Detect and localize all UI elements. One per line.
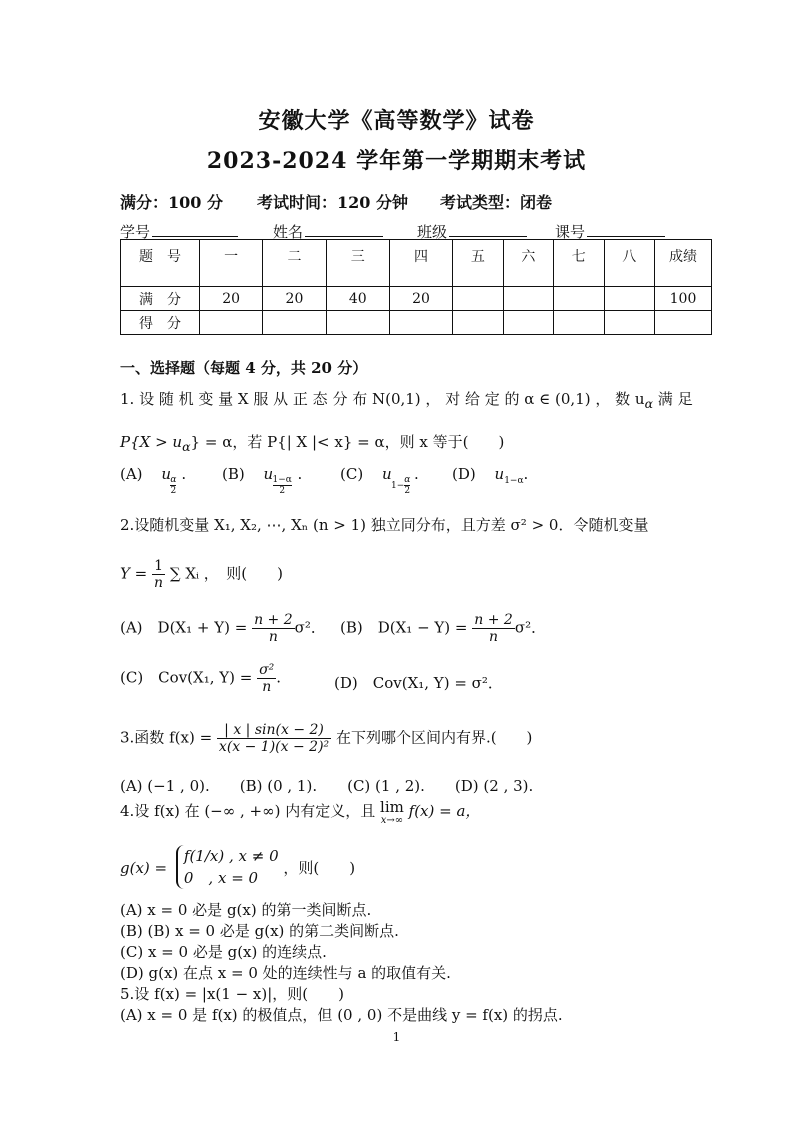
q1-b-dot: . — [297, 465, 303, 483]
q4-line1-end: f(x) = a， — [408, 802, 481, 820]
student-class-blank[interactable] — [449, 222, 527, 237]
q1-c-sub — [391, 475, 410, 496]
q2-b-sigma: σ²． — [514, 618, 547, 637]
q1-option-a[interactable] — [120, 465, 191, 496]
full-score: 满分：100 分 — [120, 193, 223, 212]
q1-c-u: u — [381, 465, 392, 483]
score-table — [120, 239, 712, 335]
q4-lim-word: lim — [380, 798, 404, 816]
q2-y-frac-num: 1 — [152, 558, 165, 575]
full-3: 40 — [326, 287, 389, 311]
row-label-earned: 得 分 — [121, 311, 200, 335]
full-score-row — [121, 287, 712, 311]
q4-lim-sub: x→∞ — [380, 815, 404, 826]
q1-line2: P{X > u — [120, 433, 183, 451]
full-7 — [554, 287, 604, 311]
question-number-row — [121, 240, 712, 287]
q1-b-expr — [263, 465, 304, 496]
q1-a-u: u — [161, 465, 171, 483]
page-number: 1 — [392, 1030, 401, 1044]
q2-option-b[interactable] — [340, 612, 546, 645]
q3-frac-den: x(x − 1)(x − 2)² — [218, 739, 330, 755]
q4-case1: f(1/x) , x ≠ 0 — [183, 847, 279, 865]
col-5: 五 — [453, 240, 503, 287]
earned-7[interactable] — [554, 311, 604, 335]
q2-a-sigma: σ²． — [294, 618, 326, 637]
row-label-full: 满 分 — [121, 287, 200, 311]
q1-condition — [120, 431, 504, 454]
q1-a-expr — [161, 465, 191, 496]
q5-stem: 5.设 f(x) = |x(1 − x)|，则( ) — [120, 985, 344, 1003]
q1-d-u: u — [494, 465, 505, 483]
q1-option-b[interactable] — [222, 465, 304, 496]
q4-option-c[interactable]: (C) x = 0 必是 g(x) 的连续点. — [120, 943, 327, 961]
q2-c-frac — [257, 662, 276, 695]
q3-stem — [120, 722, 532, 755]
q1-a-frac-den: 2 — [170, 486, 177, 496]
q2-c-frac-num: σ² — [259, 662, 275, 678]
q3-prefix: 3.函数 f(x) = — [120, 728, 213, 747]
q3-frac — [217, 722, 331, 755]
q4-line1: 4.设 f(x) 在 (−∞ , +∞) 内有定义，且 — [120, 802, 376, 820]
q1-line2-sub: α — [182, 439, 191, 454]
q1-line1-end: 满 足 — [653, 390, 693, 408]
student-id-blank[interactable] — [152, 222, 238, 237]
q1-b-label: (B) — [222, 465, 245, 483]
col-6: 六 — [503, 240, 553, 287]
q4-option-b[interactable]: (B) (B) x = 0 必是 g(x) 的第二类间断点. — [120, 922, 399, 940]
q1-d-dot: . — [523, 465, 529, 483]
q1-d-sub: 1−α — [504, 476, 524, 486]
full-4: 20 — [389, 287, 452, 311]
full-1: 20 — [200, 287, 263, 311]
q2-c-lhs: (C) Cov(X₁, Y) = — [120, 668, 253, 687]
course-number-label: 课号 — [555, 223, 586, 241]
earned-2[interactable] — [263, 311, 326, 335]
q1-c-expr — [381, 465, 422, 496]
exam-subtitle: 2023-2024 学年第一学期期末考试 — [206, 148, 587, 174]
q2-y-frac-den: n — [154, 575, 164, 591]
col-4: 四 — [389, 240, 452, 287]
col-8: 八 — [604, 240, 655, 287]
full-8 — [604, 287, 655, 311]
q4-cases — [176, 845, 279, 889]
q4-option-d[interactable]: (D) g(x) 在点 x = 0 处的连续性与 a 的取值有关. — [120, 964, 451, 982]
q4-g-definition — [120, 845, 355, 889]
q4-stem — [120, 800, 480, 828]
q2-b-frac-num: n + 2 — [474, 612, 513, 628]
earned-score-row — [121, 311, 712, 335]
q2-a-frac-num: n + 2 — [254, 612, 293, 628]
q4-limit — [380, 800, 404, 828]
q1-a-frac — [170, 475, 176, 496]
exam-type: 考试类型：闭卷 — [440, 193, 553, 212]
exam-time: 考试时间：120 分钟 — [257, 193, 408, 212]
q1-c-frac — [404, 475, 410, 496]
q1-stem — [120, 388, 693, 411]
q2-a-lhs: (A) D(X₁ + Y) = — [120, 618, 248, 637]
q1-c-frac-num: α — [404, 475, 411, 485]
row-label-number: 题 号 — [121, 240, 200, 287]
col-3: 三 — [326, 240, 389, 287]
q1-b-frac-num: 1−α — [272, 475, 292, 485]
q3-options[interactable]: (A) (−1 , 0). (B) (0 , 1). (C) (1 , 2). (D) (2 , 3). — [120, 777, 534, 795]
student-id-label: 学号 — [120, 223, 151, 241]
exam-title: 安徽大学《高等数学》试卷 — [258, 108, 535, 134]
q2-y-definition — [120, 558, 283, 591]
q1-c-one-minus: 1− — [390, 481, 405, 491]
student-name-blank[interactable] — [305, 222, 383, 237]
full-2: 20 — [263, 287, 326, 311]
q2-y-frac — [152, 558, 165, 591]
q1-line1: 1. 设 随 机 变 量 X 服 从 正 态 分 布 N(0,1) ， 对 给 定 的 α ∈ (0,1) ， 数 u — [120, 390, 645, 408]
q1-alpha-sub: α — [644, 396, 654, 411]
full-total: 100 — [655, 287, 712, 311]
q2-a-frac — [252, 612, 295, 645]
q2-option-c[interactable] — [120, 662, 281, 695]
col-7: 七 — [554, 240, 604, 287]
q1-d-label: (D) — [452, 465, 476, 483]
q2-c-frac-den: n — [262, 679, 272, 695]
q1-c-frac-den: 2 — [404, 486, 411, 496]
q2-option-d[interactable]: (D) Cov(X₁, Y) = σ²． — [334, 674, 503, 692]
student-class-label: 班级 — [417, 223, 448, 241]
q2-y-sum: ∑ Xᵢ ， 则( ) — [169, 564, 283, 583]
earned-5[interactable] — [453, 311, 503, 335]
q4-then: ，则( ) — [283, 859, 356, 877]
q3-frac-num: | x | sin(x − 2) — [217, 722, 331, 739]
q1-b-frac-den: 2 — [279, 486, 286, 496]
earned-8[interactable] — [604, 311, 655, 335]
q1-c-dot: . — [413, 465, 419, 483]
earned-total[interactable] — [655, 311, 712, 335]
col-total: 成绩 — [655, 240, 712, 287]
q1-c-label: (C) — [340, 465, 364, 483]
earned-6[interactable] — [503, 311, 553, 335]
course-number-blank[interactable] — [587, 222, 665, 237]
full-6 — [503, 287, 553, 311]
earned-3[interactable] — [326, 311, 389, 335]
q2-stem: 2.设随机变量 X₁, X₂, ⋯, Xₙ (n > 1) 独立同分布，且方差 σ² > 0．令随机变量 — [120, 516, 649, 534]
section-heading: 一、选择题（每题 4 分，共 20 分） — [120, 359, 368, 377]
q1-a-dot: . — [181, 465, 187, 483]
q2-y-lhs: Y = — [120, 564, 148, 583]
earned-4[interactable] — [389, 311, 452, 335]
q2-option-a[interactable] — [120, 612, 326, 645]
q3-suffix: 在下列哪个区间内有界.( ) — [335, 728, 533, 747]
earned-1[interactable] — [200, 311, 263, 335]
q1-option-d[interactable] — [452, 465, 528, 486]
q1-line2-b: } = α，若 P{| X |< x} = α，则 x 等于( ) — [190, 433, 505, 451]
q2-c-dot: . — [276, 668, 282, 687]
q4-option-a[interactable]: (A) x = 0 必是 g(x) 的第一类间断点. — [120, 901, 372, 919]
col-2: 二 — [263, 240, 326, 287]
q1-b-u: u — [263, 465, 274, 483]
q2-b-frac — [472, 612, 515, 645]
q5-option-a[interactable]: (A) x = 0 是 f(x) 的极值点，但 (0 , 0) 不是曲线 y = f(x) 的拐点. — [120, 1006, 563, 1024]
q1-a-label: (A) — [120, 465, 143, 483]
q2-b-lhs: (B) D(X₁ − Y) = — [340, 618, 468, 637]
q1-option-c[interactable] — [340, 465, 422, 496]
q1-a-frac-num: α — [170, 475, 177, 485]
student-name-label: 姓名 — [273, 223, 304, 241]
q4-case2: 0 , x = 0 — [183, 869, 259, 887]
q4-g-lhs: g(x) = — [120, 859, 168, 877]
q1-b-frac — [273, 475, 292, 496]
q2-a-frac-den: n — [268, 629, 278, 645]
full-5 — [453, 287, 503, 311]
col-1: 一 — [200, 240, 263, 287]
q2-b-frac-den: n — [489, 629, 499, 645]
